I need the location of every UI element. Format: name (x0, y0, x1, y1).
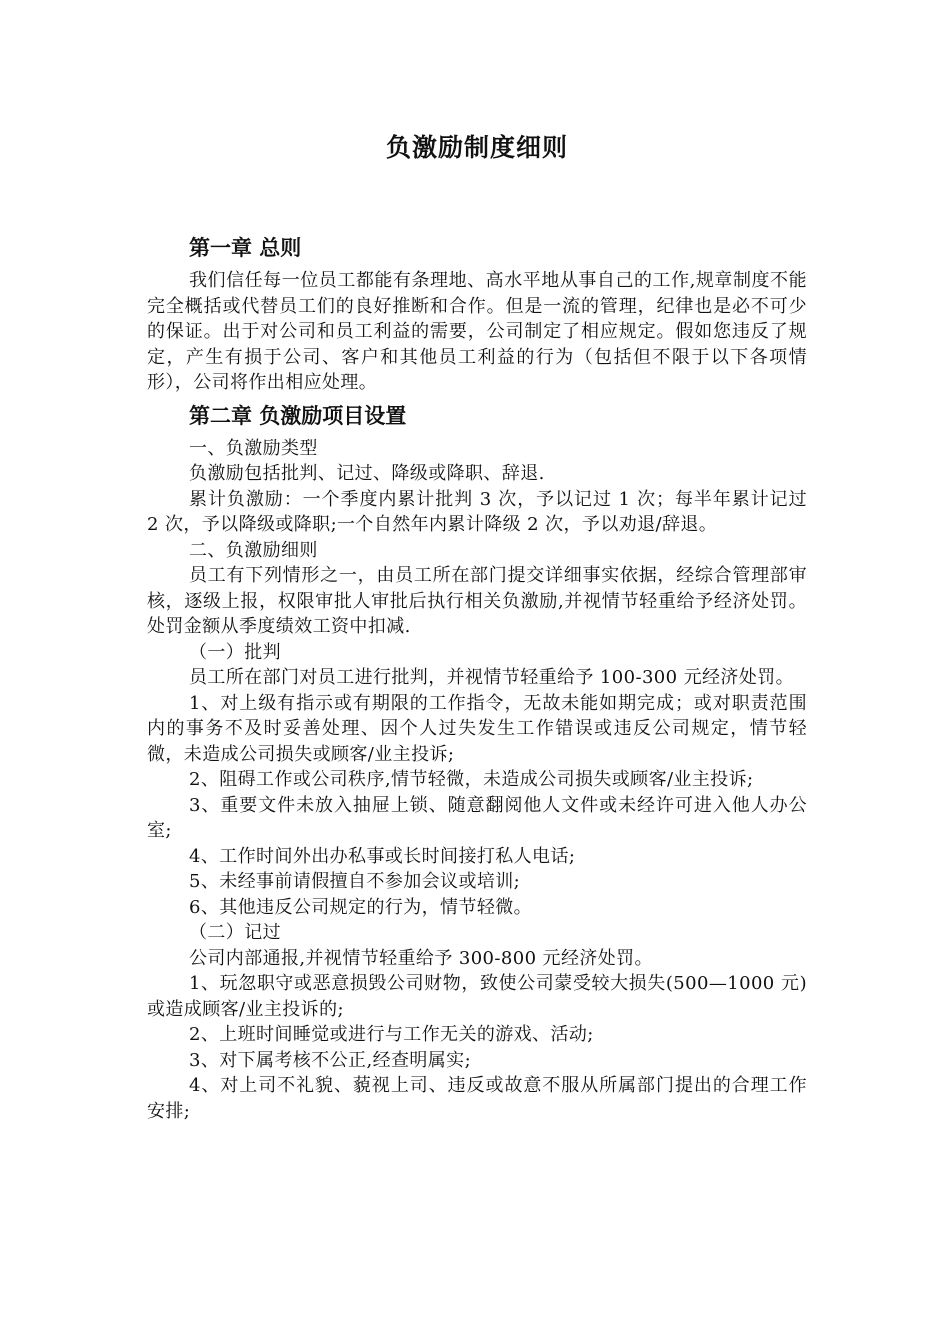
paragraph: 公司内部通报,并视情节轻重给予 300-800 元经济处罚。 (189, 947, 653, 969)
paragraph: （一）批判 (189, 641, 281, 663)
paragraph: 员工有下列情形之一，由员工所在部门提交详细事实依据，经综合管理部审核，逐级上报，权限审批人审批后执行相关负激励,并视情节轻重给予经济处罚。处罚金额从季度绩效工资中扣减. (147, 565, 807, 637)
document-body (147, 228, 807, 1124)
paragraph: 累计负激励：一个季度内累计批判 3 次，予以记过 1 次；每半年累计记过 2 次，予以降级或降职;一个自然年内累计降级 2 次，予以劝退/辞退。 (147, 488, 807, 535)
paragraph: 2、上班时间睡觉或进行与工作无关的游戏、活动; (189, 1024, 594, 1045)
chapter-heading: 第二章 负激励项目设置 (189, 403, 407, 428)
document-title: 负激励制度细则 (385, 133, 568, 162)
chapter-heading: 第一章 总则 (189, 236, 302, 260)
paragraph: 4、对上司不礼貌、藐视上司、违反或故意不服从所属部门提出的合理工作安排; (147, 1075, 807, 1122)
paragraph: 一、负激励类型 (189, 437, 318, 459)
paragraph: 5、未经事前请假擅自不参加会议或培训; (189, 871, 521, 892)
paragraph: 2、阻碍工作或公司秩序,情节轻微，未造成公司损失或顾客/业主投诉; (189, 769, 754, 790)
paragraph: 4、工作时间外出办私事或长时间接打私人电话; (189, 845, 576, 867)
paragraph: 6、其他违反公司规定的行为，情节轻微。 (189, 896, 533, 918)
paragraph: 3、对下属考核不公正,经查明属实; (189, 1049, 472, 1071)
paragraph: 二、负激励细则 (189, 539, 318, 561)
paragraph: 3、重要文件未放入抽屉上锁、随意翻阅他人文件或未经许可进入他人办公室; (147, 794, 807, 841)
paragraph: 员工所在部门对员工进行批判，并视情节轻重给予 100-300 元经济处罚。 (189, 667, 795, 688)
paragraph: 1、玩忽职守或恶意损毁公司财物，致使公司蒙受较大损失(500—1000 元)或造成顾客/业主投诉的; (147, 973, 807, 1020)
paragraph: （二）记过 (189, 922, 281, 943)
paragraph: 负激励包括批判、记过、降级或降职、辞退. (189, 463, 545, 484)
paragraph: 1、对上级有指示或有期限的工作指令，无故未能如期完成；或对职责范围内的事务不及时妥善处理、因个人过失发生工作错误或违反公司规定，情节轻微，未造成公司损失或顾客/业主投诉; (147, 692, 807, 765)
paragraph: 我们信任每一位员工都能有条理地、高水平地从事自己的工作,规章制度不能完全概括或代替员工们的良好推断和合作。但是一流的管理，纪律也是必不可少的保证。出于对公司和员工利益的需要，公司制定了相应规定。假如您违反了规定，产生有损于公司、客户和其他员工利益的行为（包括但不限于以下各项情形），公司将作出相应处理。 (147, 270, 807, 393)
